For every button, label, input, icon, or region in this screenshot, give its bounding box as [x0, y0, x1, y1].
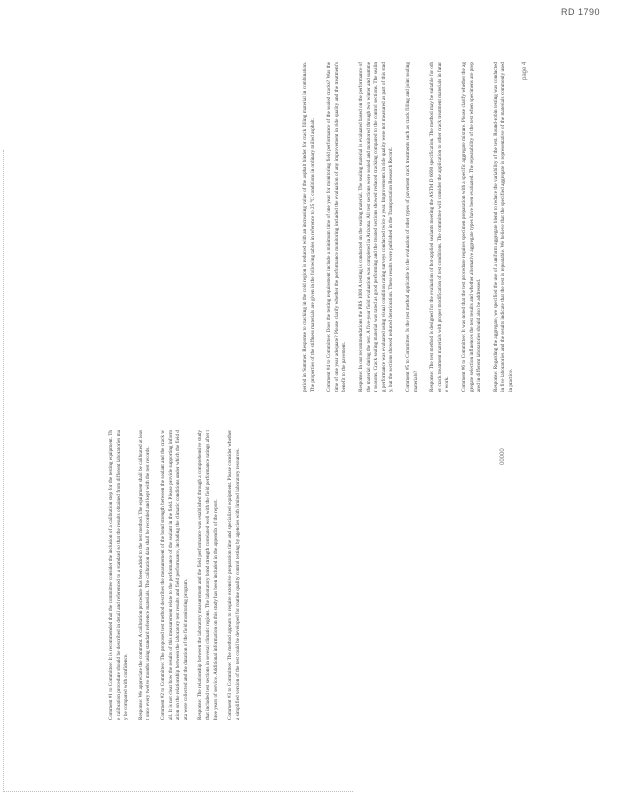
scan-edge-left: [3, 150, 4, 790]
paragraph: Response: Regarding the aggregate, we specified the use of a uniform aggregate blend to reduce the variability of the test. Round-robin testing was conducted in five laboratories and the results indicate that the test is repeatable. We believe that the specified aggregate is representative of the materials commonly used in practice.: [492, 62, 514, 392]
right-page-mark: page 4: [522, 61, 528, 80]
paragraph: Response: We appreciate the comment. A calibration procedure has been added to the test method. The equipment shall be calibrated at least once every twelve months using standard reference materials. The calibration data shall be recorded and kept with the test records.: [137, 430, 152, 720]
right-text-column: [302, 62, 524, 392]
paragraph: Response: The relationship between the laboratory measurement and the field performance was established through a comprehensive study that included test sections in several climatic regions. The laboratory bond strength correlated well with the field performance ratings after three years of service. Additional information on this study has been included in the appendix of the report.: [197, 430, 219, 720]
paragraph: Comment #1 to Committee: It is recommended that the committee consider the inclusion of a calibration step for the testing equipment. The calibration procedure should be described in detail and referenced to a standard so that the results obtained from different laboratories may be compared with confidence.: [108, 430, 130, 720]
scan-edge-bottom: [3, 791, 353, 792]
paragraph: Comment #5 to Committee: Is the test method applicable to the evaluation of other types of pavement crack treatments such as crack filling and joint sealing materials?: [404, 62, 419, 392]
paragraph: Comment #6 to Committee: It was noted that the test procedure requires specimen preparation with a specific aggregate mixture. Please clarify whether the aggregate selection influences the test results and whether alternative aggregate types have been evaluated. The repeatability of the test when specimens are prepared in different laboratories should also be addressed.: [460, 62, 483, 392]
center-page-mark: 00000: [500, 448, 506, 465]
paragraph: Comment #3 to Committee: The method appears to require extensive preparation time and specialized equipment. Please consider whether a simplified version of the test could be developed for routine quality control testing by agencies with limited laboratory resources.: [227, 430, 241, 720]
paragraph: Comment #4 to Committee: Does the testing requirement include a minimum time of one year for monitoring field performance of the sealed cracks? Was the time of one year adequate? Please clarify whether the performance monitoring included the evaluation of any improvement in ride quality and the treatment's benefit to the pavement.: [326, 62, 348, 392]
paragraph: period in Summer. Response to cracking in the cold region is reduced with an increasing value of the asphalt binder for crack filling material in combination. The properties of the stiffness materials are given in the following tables in reference to 25 °C conditions in ordinary milled asphalt.: [302, 62, 316, 392]
paragraph: Comment #2 to Committee: The proposed test method describes the measurement of the bond strength between the sealant and the crack wall. It is not clear how the results of this measurement relate to the performance of the sealant in the field. Please provide supporting information on the relationship between the laboratory test results and field performance, including the climatic conditions under which the field data were collected and the duration of the field monitoring program.: [159, 430, 189, 720]
paragraph: Response: In our recommendations the PRS 1000 A testing is conducted on the sealing material. The sealing material is evaluated based on the performance of the material during the test. A five-year field evaluation was completed in Arizona. All test sections were sealed and monitored through two winter and summer seasons. Crack sealing material was rated as good performing and the treated sections showed reduced cracking compared to the control sections. The sealing performance was evaluated using visual condition rating surveys conducted twice a year. Improvements in ride quality were not measured as part of this study, but the sections showed reduced deterioration. These results were published in the Transportation Research Record.: [357, 62, 395, 392]
left-text-column: [108, 430, 249, 720]
document-id: RD 1790: [560, 7, 600, 17]
paragraph: Response: The test method is designed for the evaluation of hot-applied sealants meeting the ASTM D 6690 specification. The method may be suitable for other crack treatment materials with proper modification of test conditions. The committee will consider the application to other crack treatment materials in future work.: [429, 62, 451, 392]
